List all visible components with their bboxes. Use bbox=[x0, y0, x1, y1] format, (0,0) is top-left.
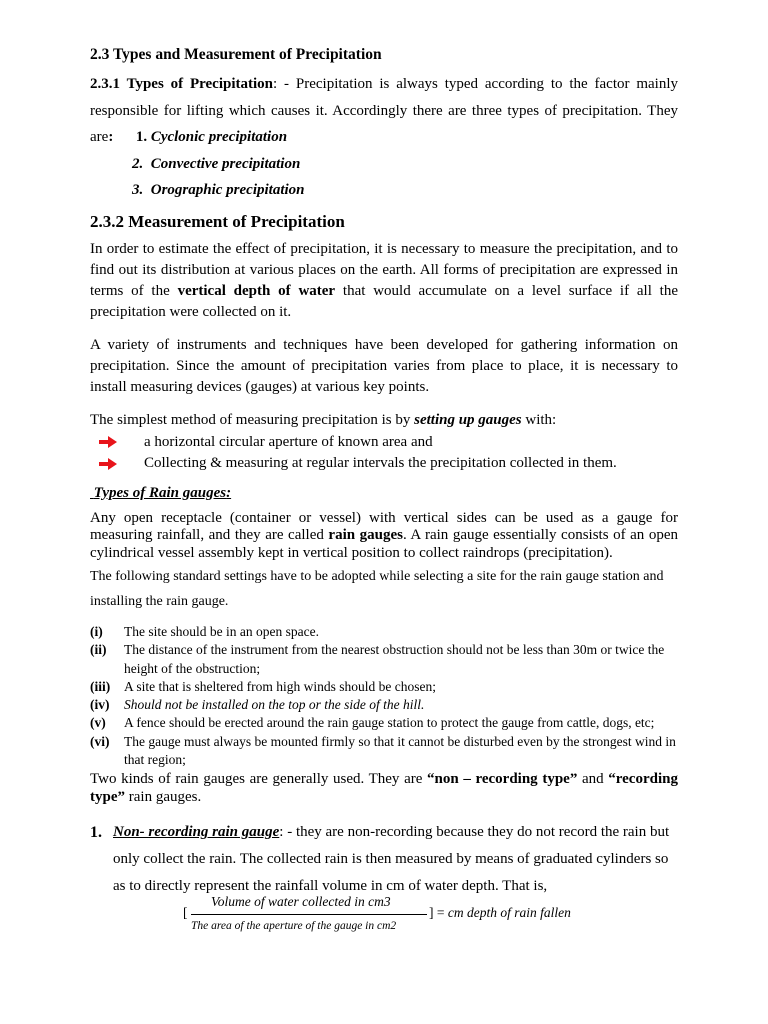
measurement-paragraph-1 bbox=[90, 239, 678, 323]
item-number: (iii) bbox=[90, 678, 111, 694]
bullet-text: a horizontal circular aperture of known area and bbox=[144, 433, 433, 450]
measurement-paragraph-3 bbox=[90, 410, 678, 431]
type-item-num: 3. bbox=[132, 182, 144, 198]
fraction-bar bbox=[191, 914, 427, 915]
list-item bbox=[90, 641, 678, 678]
type-item-name: Cyclonic precipitation bbox=[150, 129, 288, 145]
types-intro-text: : - Precipitation is always typed according to the factor mainly responsible for lifting which causes it. Accordingly there are three types of precipitation. They are bbox=[90, 76, 678, 145]
type-item-num: 1. bbox=[135, 129, 148, 145]
bold-term: rain gauges bbox=[328, 527, 403, 543]
right-arrow-icon bbox=[99, 436, 117, 448]
list-item bbox=[90, 714, 678, 732]
item-number: (iv) bbox=[90, 697, 110, 713]
list-item bbox=[90, 623, 678, 641]
list-item bbox=[90, 453, 678, 475]
text-span: rain gauges. bbox=[125, 789, 202, 806]
types-intro-colon: : bbox=[108, 129, 114, 145]
item-text: A fence should be erected around the rain gauge station to protect the gauge from cattle, dogs, etc; bbox=[124, 715, 655, 731]
rain-gauges-paragraph-2: The following standard settings have to be adopted while selecting a site for the rain gauge station and installing the rain gauge. bbox=[90, 569, 664, 609]
subsection-title-measurement: 2.3.2 Measurement of Precipitation bbox=[90, 211, 345, 231]
bold-term: “non – recording type” bbox=[427, 771, 578, 788]
bold-term: “recording type” bbox=[90, 771, 678, 806]
item-text: The gauge must always be mounted firmly so that it cannot be disturbed even by the strongest wind in that region; bbox=[124, 733, 676, 768]
right-arrow-icon bbox=[99, 458, 117, 470]
item-text: The site should be in an open space. bbox=[124, 624, 319, 639]
list-item bbox=[90, 696, 678, 714]
type-item-num: 2. bbox=[132, 155, 144, 172]
site-settings-list bbox=[90, 623, 678, 769]
formula bbox=[183, 892, 593, 936]
formula-equals: = bbox=[433, 905, 448, 920]
item-text: : - they are non-recording because they do not record the rain but only collect the rain. The collected rain is then measured by means of graduated cylinders so as to directly represent the rainfall volume in cm of water depth. That is, bbox=[113, 824, 670, 895]
text-span: and bbox=[577, 771, 609, 788]
item-number: (v) bbox=[90, 715, 106, 731]
bullet-text: Collecting & measuring at regular intervals the precipitation collected in them. bbox=[144, 455, 617, 471]
text-span: with: bbox=[521, 411, 557, 428]
item-text: A site that is sheltered from high winds should be chosen; bbox=[124, 678, 436, 694]
bullet-list bbox=[90, 432, 678, 475]
formula-result: cm depth of rain fallen bbox=[447, 905, 571, 920]
formula-left-bracket: [ bbox=[183, 905, 188, 920]
heading-colon: : bbox=[226, 484, 232, 501]
text-span: Any open receptacle (container or vessel) with vertical sides can be used as a gauge for measuring rainfall, and they are called bbox=[90, 509, 678, 543]
type-item-name: Convective precipitation bbox=[150, 155, 301, 172]
heading-text: Types of Rain gauges bbox=[93, 484, 227, 501]
measurement-paragraph-2: A variety of instruments and techniques have been developed for gathering information on precipitation. Since the amount of precipitation varies from place to place, it is necessary to install measuring devices (gauges) at various key points. bbox=[90, 336, 678, 395]
list-item bbox=[90, 432, 678, 454]
item-text: Should not be installed on the top or the side of the hill. bbox=[124, 697, 425, 713]
non-recording-item bbox=[90, 819, 678, 900]
document-page bbox=[90, 44, 678, 900]
text-span: In order to estimate the effect of precipitation, it is necessary to measure the precipitation, and to find out its distribution at various places on the earth. All forms of precipitation are expressed in terms of the bbox=[90, 240, 678, 299]
text-span: that would accumulate on a level surface if all the precipitation were collected on it. bbox=[90, 282, 678, 320]
bold-term: vertical depth of water bbox=[177, 282, 336, 299]
formula-numerator: Volume of water collected in cm3 bbox=[211, 894, 391, 909]
section-heading: 2.3 Types and Measurement of Precipitation bbox=[90, 46, 382, 63]
list-item bbox=[90, 678, 678, 696]
bold-italic-term: setting up gauges bbox=[414, 411, 522, 428]
text-span: Two kinds of rain gauges are generally used. They are bbox=[90, 771, 428, 788]
formula-rhs bbox=[429, 905, 571, 921]
item-number: (ii) bbox=[90, 642, 107, 658]
subsection-title-types: 2.3.1 Types of Precipitation bbox=[90, 76, 274, 92]
type-item bbox=[132, 151, 678, 178]
rain-gauges-paragraph-3 bbox=[90, 770, 678, 806]
types-paragraph bbox=[90, 71, 678, 151]
text-span: . A rain gauge essentially consists of an open cylindrical vessel assembly kept in vertical position to collect raindrops (precipitation). bbox=[90, 527, 678, 561]
item-number: (i) bbox=[90, 624, 103, 639]
rain-gauges-paragraph-1 bbox=[90, 510, 678, 563]
list-item bbox=[90, 733, 678, 770]
item-title: Non- recording rain gauge bbox=[113, 824, 280, 841]
type-item bbox=[132, 177, 678, 204]
types-list bbox=[132, 151, 678, 204]
item-number: (vi) bbox=[90, 733, 110, 749]
text-span: The simplest method of measuring precipitation is by bbox=[90, 411, 415, 428]
item-body bbox=[113, 819, 678, 900]
type-item-name: Orographic precipitation bbox=[150, 182, 305, 198]
item-text: The distance of the instrument from the nearest obstruction should not be less than 30m or twice the height of the obstruction; bbox=[124, 642, 665, 676]
formula-denominator: The area of the aperture of the gauge in cm2 bbox=[191, 920, 397, 932]
item-number: 1. bbox=[90, 824, 102, 842]
rain-gauges-heading bbox=[90, 483, 678, 503]
formula-right-bracket: ] bbox=[429, 905, 434, 920]
